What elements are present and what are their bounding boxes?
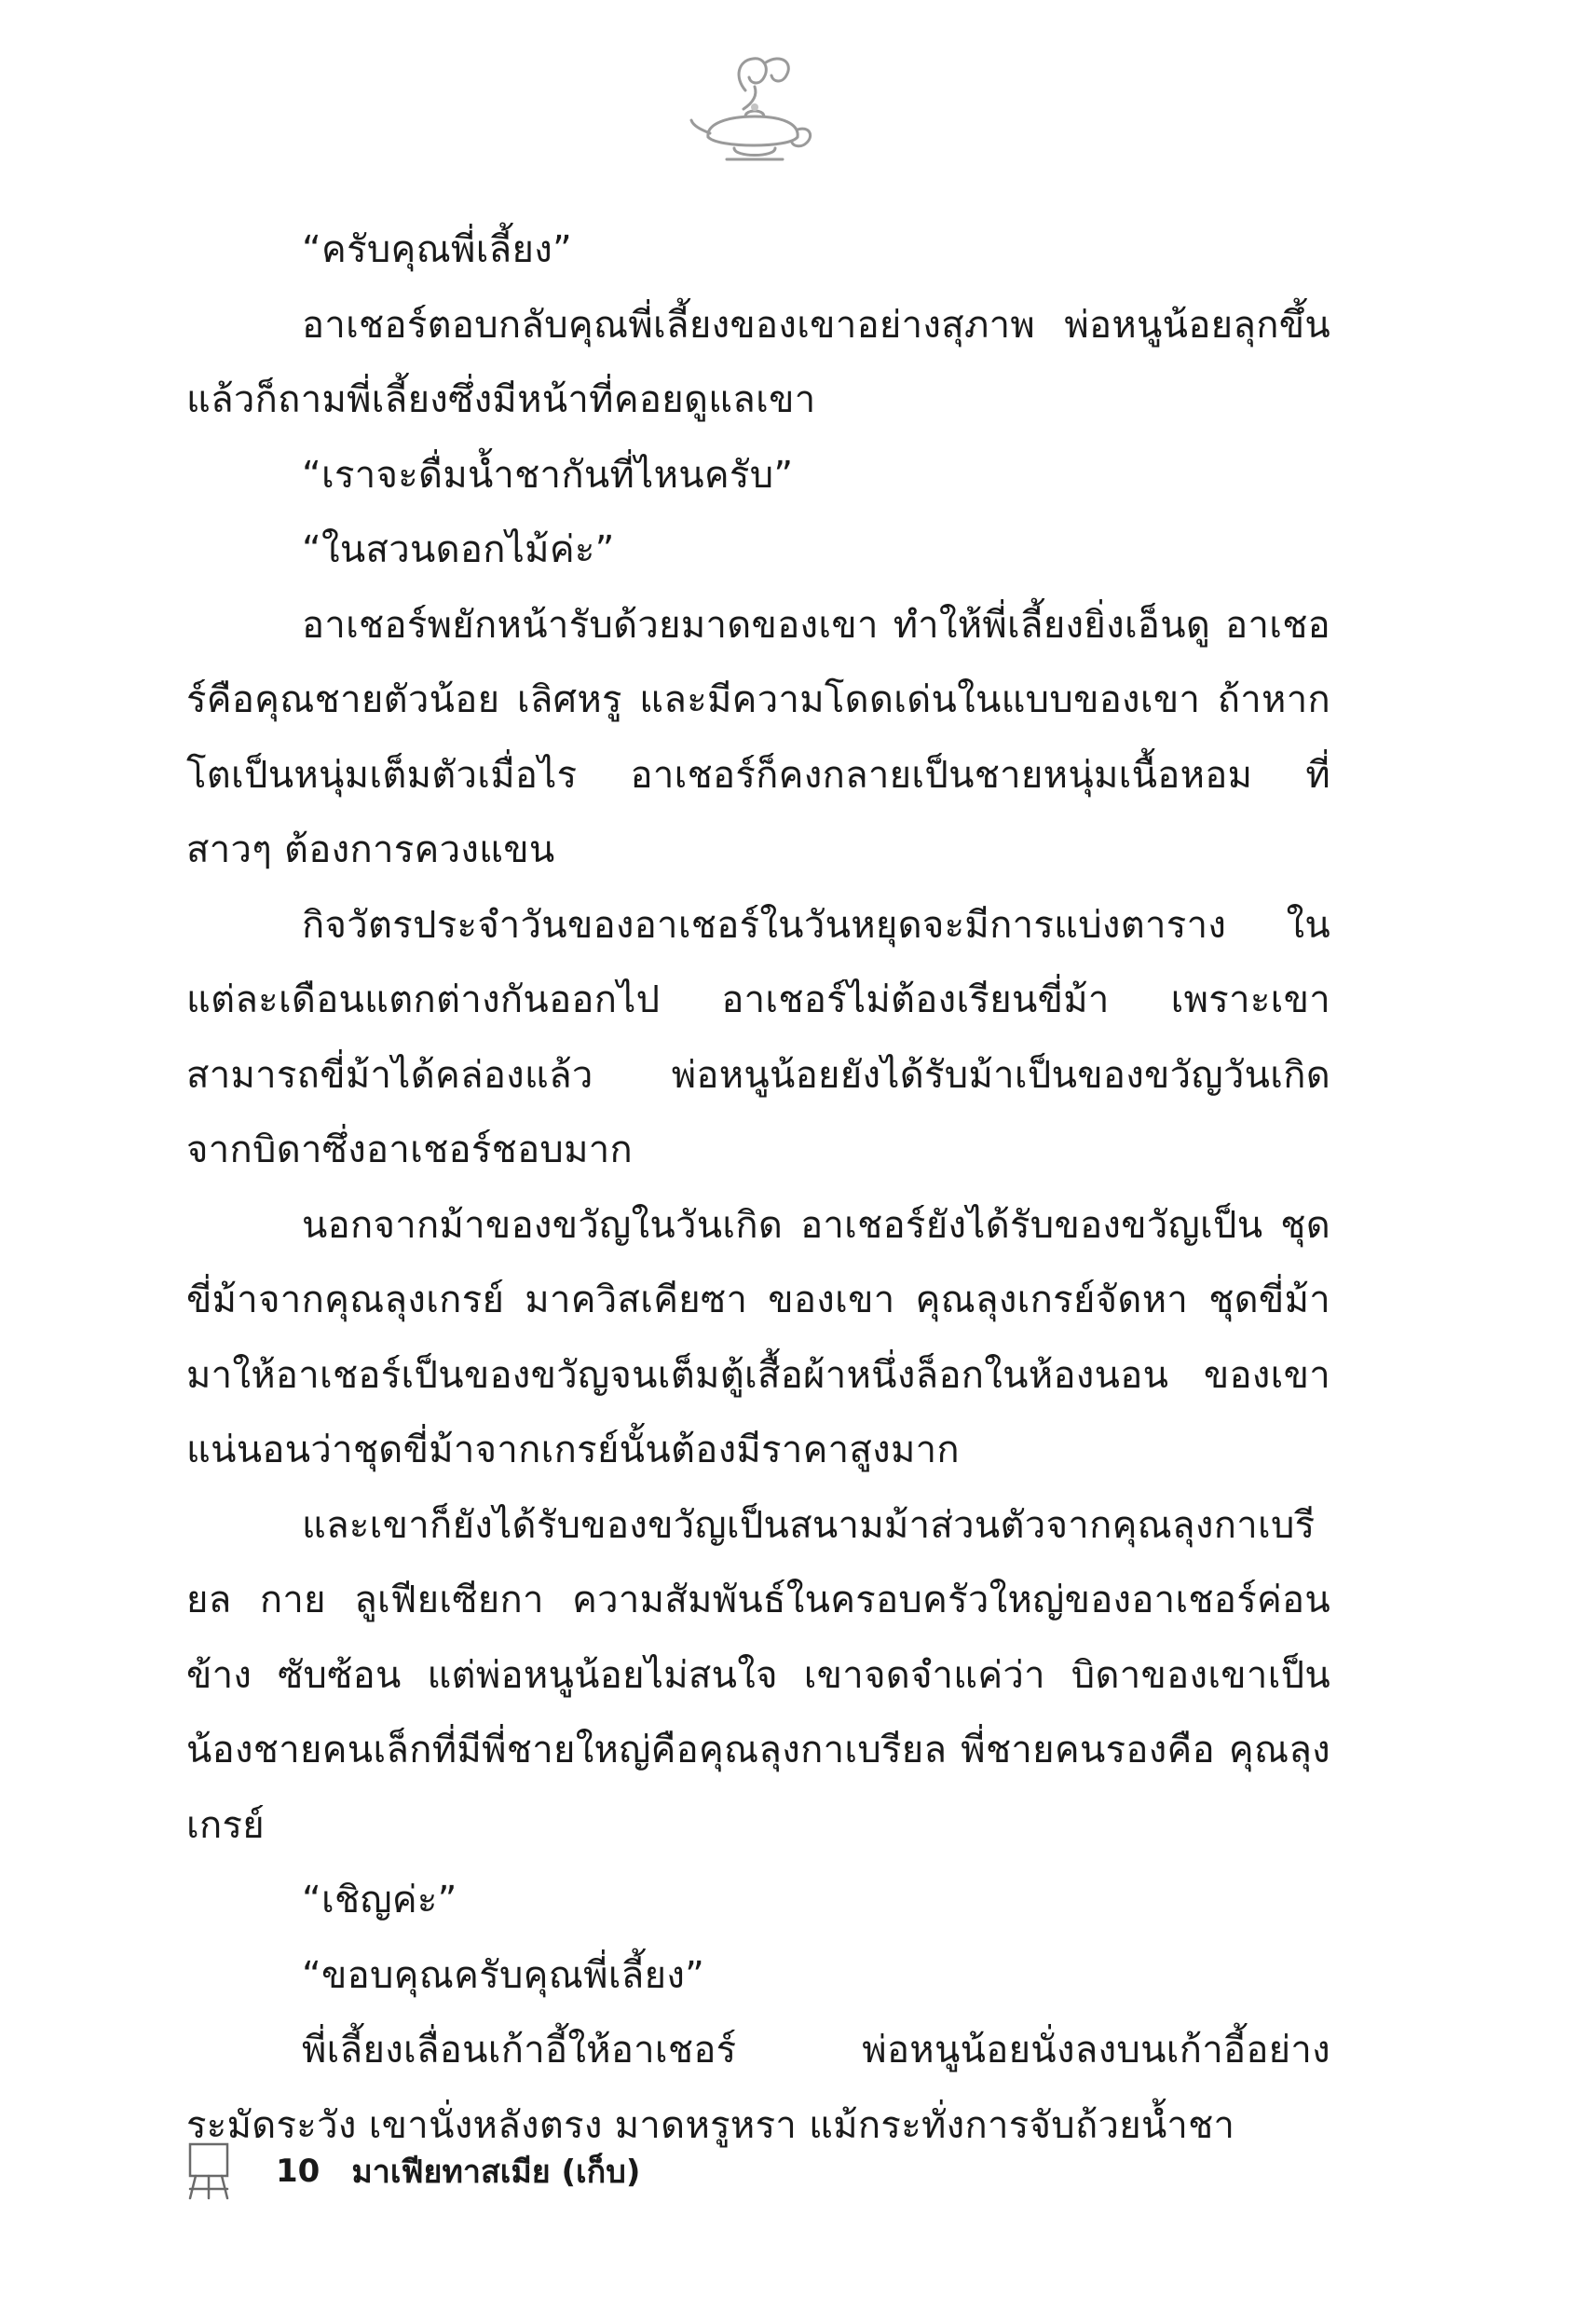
page-number: 10 xyxy=(276,2153,321,2190)
easel-icon xyxy=(186,2140,231,2202)
body-text xyxy=(186,212,1330,2163)
paragraph: และเขาก็ยังได้รับของขวัญเป็นสนามม้าส่วนตัวจากคุณลุงกาเบรียล กาย ลูเฟียเซียกา ความสัมพันธ์ในครอบครัวใหญ่ของอาเชอร์ค่อนข้าง ซับซ้อน แต่พ่อหนูน้อยไม่สนใจ เขาจดจำแค่ว่า บิดาของเขาเป็น น้องชายคนเล็กที่มีพี่ชายใหญ่คือคุณลุงกาเบรียล พี่ชายคนรองคือ คุณลุงเกรย์ xyxy=(186,1503,1330,1847)
paragraph: “ขอบคุณครับคุณพี่เลี้ยง” xyxy=(302,1953,705,1997)
book-title: มาเฟียทาสเมีย (เก็บ) xyxy=(351,2154,641,2191)
page-footer xyxy=(186,2134,640,2208)
paragraph: “เชิญค่ะ” xyxy=(302,1879,457,1921)
paragraph: อาเชอร์ตอบกลับคุณพี่เลี้ยงของเขาอย่างสุภาพ พ่อหนูน้อยลุกขึ้น แล้วก็ถามพี่เลี้ยงซึ่งมีหน้าที่คอยดูแลเขา xyxy=(186,303,1330,421)
paragraph: นอกจากม้าของขวัญในวันเกิด อาเชอร์ยังได้รับของขวัญเป็น ชุดขี่ม้าจากคุณลุงเกรย์ มาควิสเคียซา ของเขา คุณลุงเกรย์จัดหา ชุดขี่ม้ามาให้อาเชอร์เป็นของขวัญจนเต็มตู้เสื้อผ้าหนึ่งล็อกในห้องนอน ของเขา แน่นอนว่าชุดขี่ม้าจากเกรย์นั้นต้องมีราคาสูงมาก xyxy=(186,1203,1330,1471)
paragraph: “ในสวนดอกไม้ค่ะ” xyxy=(302,528,615,571)
paragraph: พี่เลี้ยงเลื่อนเก้าอี้ให้อาเชอร์ พ่อหนูน้อยนั่งลงบนเก้าอี้อย่าง ระมัดระวัง เขานั่งหลังตรง มาดหรูหรา แม้กระทั่งการจับถ้วยน้ำชา xyxy=(186,2029,1330,2147)
paragraph: “ครับคุณพี่เลี้ยง” xyxy=(302,228,573,271)
paragraph: กิจวัตรประจำวันของอาเชอร์ในวันหยุดจะมีการแบ่งตาราง ในแต่ละเดือนแตกต่างกันออกไป อาเชอร์ไม่ต้องเรียนขี่ม้า เพราะเขา สามารถขี่ม้าได้คล่องแล้ว พ่อหนูน้อยยังได้รับม้าเป็นของขวัญวันเกิด จากบิดาซึ่งอาเชอร์ชอบมาก xyxy=(186,903,1330,1171)
paragraph: “เราจะดื่มน้ำชากันที่ไหนครับ” xyxy=(302,453,794,497)
paragraph: อาเชอร์พยักหน้ารับด้วยมาดของเขา ทำให้พี่เลี้ยงยิ่งเอ็นดู อาเชอร์คือคุณชายตัวน้อย เลิศหรู และมีความโดดเด่นในแบบของเขา ถ้าหากโตเป็นหนุ่มเต็มตัวเมื่อไร อาเชอร์ก็คงกลายเป็นชายหนุ่มเนื้อหอม ที่สาวๆ ต้องการควงแขน xyxy=(186,603,1330,871)
genie-lamp-icon xyxy=(689,51,820,168)
